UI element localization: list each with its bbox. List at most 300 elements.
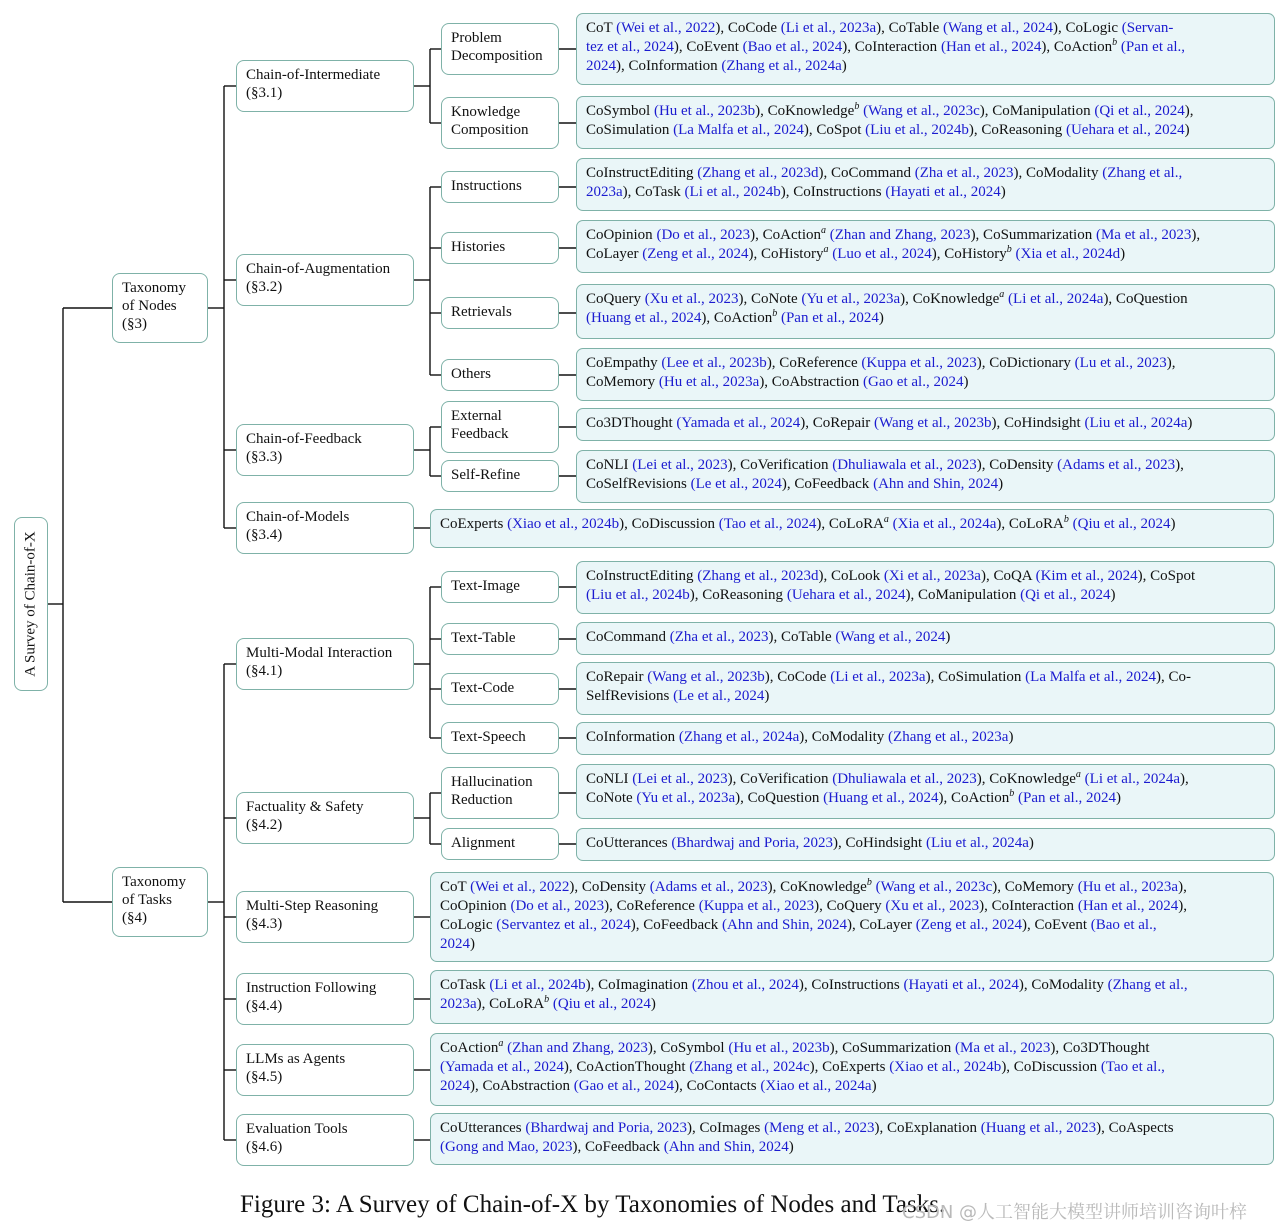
citation-link[interactable]: Xu et al., 2023 (649, 291, 739, 307)
method-text: ), CoEvent (673, 39, 743, 55)
citation-link[interactable]: ( (632, 457, 638, 473)
citation-link[interactable]: ( (1035, 568, 1041, 584)
citation-link[interactable]: Hayati et al., 2024 (890, 184, 1001, 200)
method-text: ), CoAction (701, 310, 773, 326)
citation-link[interactable]: ( (691, 977, 697, 993)
citation-link[interactable]: La Malfa et al., 2024 (1030, 669, 1156, 685)
leaf-text-code (576, 662, 1275, 715)
citation-link[interactable]: ( (883, 568, 889, 584)
citation-link[interactable]: ( (1080, 771, 1090, 787)
citation-link[interactable]: ( (689, 1059, 695, 1075)
citation-link[interactable]: ( (859, 103, 869, 119)
citation-link[interactable]: Huang et al., 2024 (591, 310, 702, 326)
category-chain-of-intermediate (236, 60, 414, 112)
citation-link[interactable]: ( (980, 1120, 986, 1136)
subcategory-external-feedback (441, 401, 559, 453)
method-text: ), CoInteraction (979, 898, 1078, 914)
citation-link[interactable]: La Malfa et al., 2024 (678, 122, 804, 138)
method-text: CoMemory (586, 374, 659, 390)
subcategory-self-refine (441, 460, 559, 492)
citation-link[interactable]: Ahn and Shin, 2024 (727, 917, 848, 933)
subcategory-instructions-text: Instructions (451, 178, 522, 194)
citation-link[interactable]: Servantez et al., 2024 (501, 917, 631, 933)
citation-link[interactable]: Li et al., 2023a (785, 20, 877, 36)
citation-link[interactable]: Lei et al., 2023 (637, 771, 728, 787)
citation-link[interactable]: ( (673, 122, 679, 138)
method-text: ), CoQuestion (735, 790, 824, 806)
subcategory-others-text: Others (451, 366, 491, 382)
category-chain-of-models-text: Chain-of-Models (246, 509, 350, 525)
method-text: CoEmpathy (586, 355, 662, 371)
citation-link[interactable]: ( (780, 20, 786, 36)
citation-link[interactable]: ( (1057, 457, 1063, 473)
variant-superscript: b (1063, 514, 1069, 525)
taxonomy-of-tasks-box-text: of Tasks (122, 892, 172, 908)
citation-link[interactable]: Liu et al., 2024a (1089, 415, 1188, 431)
citation-link[interactable]: Wang et al., 2023b (879, 415, 992, 431)
citation-link[interactable]: ( (1117, 39, 1126, 55)
category-chain-of-intermediate-text: Chain-of-Intermediate (246, 67, 381, 83)
citation-link[interactable]: ( (826, 227, 835, 243)
citation-link[interactable]: Hu et al., 2023a (663, 374, 760, 390)
citation-link[interactable]: ( (632, 771, 638, 787)
citation-link[interactable]: ( (697, 568, 703, 584)
citation-link[interactable]: ( (1004, 291, 1014, 307)
citation-link[interactable]: Zha et al., 2023 (674, 629, 769, 645)
citation-link[interactable]: Xiao et al., 2024b (512, 516, 620, 532)
citation-link[interactable]: ( (760, 1078, 766, 1094)
citation-link[interactable]: ( (1077, 898, 1083, 914)
citation-link[interactable]: ( (865, 122, 871, 138)
citation-link[interactable]: ( (690, 476, 696, 492)
subcategory-hallucination-reduction (441, 767, 559, 819)
citation-link[interactable]: ( (697, 165, 703, 181)
citation-link[interactable]: ( (684, 184, 690, 200)
citation-link[interactable]: ( (786, 587, 792, 603)
entry-line (586, 38, 1265, 57)
citation-link[interactable]: ( (549, 996, 558, 1012)
leaf-self-refine (576, 450, 1275, 503)
citation-link[interactable]: ( (888, 516, 898, 532)
citation-link[interactable]: Tao et al., 2024 (723, 516, 817, 532)
method-text: ), (1178, 898, 1187, 914)
citation-link[interactable]: Li et al., 2024b (689, 184, 781, 200)
citation-link[interactable]: ( (885, 184, 891, 200)
citation-link[interactable]: Pan et al., 2024 (1023, 790, 1116, 806)
method-text: CoOpinion (440, 898, 511, 914)
citation-link[interactable]: ( (914, 165, 920, 181)
citation-link[interactable]: ( (777, 310, 786, 326)
citation-link[interactable]: Zhang et al., 2024a (683, 729, 800, 745)
citation-link[interactable]: ( (874, 415, 880, 431)
citation-link[interactable]: ( (889, 1059, 895, 1075)
citation-link[interactable]: Dhuliawala et al., 2023 (837, 457, 977, 473)
citation-link[interactable]: ( (1077, 879, 1083, 895)
citation-link[interactable]: ( (440, 1139, 445, 1155)
citation-link[interactable]: ( (828, 246, 838, 262)
citation-link[interactable]: ( (496, 917, 502, 933)
method-text: ), CoImages (687, 1120, 765, 1136)
citation-link[interactable]: ( (823, 790, 829, 806)
citation-link[interactable]: ( (764, 1120, 770, 1136)
leaf-text-image (576, 561, 1275, 614)
citation-link[interactable]: ( (1025, 669, 1031, 685)
method-text: ), CoReasoning (968, 122, 1066, 138)
citation-link[interactable]: 2023a (440, 996, 477, 1012)
citation-link[interactable]: Zeng et al., 2024 (920, 917, 1022, 933)
subcategory-text-image (441, 571, 559, 603)
citation-link[interactable]: ( (954, 1040, 960, 1056)
citation-link[interactable]: Zhang et al., 2024c (694, 1059, 810, 1075)
citation-link[interactable]: Liu et al., 2024a (930, 835, 1029, 851)
entry-line (440, 916, 1264, 935)
citation-link[interactable]: Wang et al., 2024 (948, 20, 1054, 36)
citation-link[interactable]: Qiu et al., 2024 (1077, 516, 1171, 532)
citation-link[interactable]: ( (801, 291, 807, 307)
citation-link[interactable]: Xiao et al., 2024a (765, 1078, 872, 1094)
citation-link[interactable]: ( (943, 20, 949, 36)
citation-link[interactable]: ( (832, 457, 838, 473)
citation-link[interactable]: Bao et al., 2024 (747, 39, 843, 55)
citation-link[interactable]: Li et al., 2024a (1089, 771, 1181, 787)
entry-line (586, 290, 1265, 309)
citation-link[interactable]: Lee et al., 2023b (666, 355, 767, 371)
category-multi-modal-interaction-text: (§4.1) (246, 663, 283, 679)
method-text: ), CoImagination (585, 977, 692, 993)
citation-link[interactable]: Gong and Mao, 2023 (445, 1139, 573, 1155)
method-text: CoExperts (440, 516, 508, 532)
citation-link[interactable]: Wang et al., 2023c (880, 879, 993, 895)
entry-line (586, 183, 1265, 202)
method-text: ) (871, 1078, 877, 1094)
citation-link[interactable]: Zeng et al., 2024 (647, 246, 749, 262)
citation-link[interactable]: ( (1014, 790, 1024, 806)
method-text: ), CoSummarization (970, 227, 1096, 243)
citation-link[interactable]: Hu et al., 2023b (733, 1040, 830, 1056)
citation-link[interactable]: Bhardwaj and Poria, 2023 (676, 835, 834, 851)
citation-link[interactable]: ( (861, 355, 867, 371)
citation-link[interactable]: Qi et al., 2024 (1025, 587, 1111, 603)
citation-link[interactable]: Zhang et al., 2023d (702, 568, 819, 584)
variant-superscript: a (823, 244, 829, 255)
citation-link[interactable]: 2024 (440, 1078, 470, 1094)
citation-link[interactable]: Ma et al., 2023 (959, 1040, 1051, 1056)
citation-link[interactable]: Qiu et al., 2024 (557, 996, 651, 1012)
citation-link[interactable]: ( (671, 835, 677, 851)
citation-link[interactable]: ( (1102, 165, 1108, 181)
citation-link[interactable]: Le et al., 2024 (678, 688, 765, 704)
citation-link[interactable]: Bao et al., (1095, 917, 1157, 933)
category-chain-of-feedback (236, 424, 414, 476)
citation-link[interactable]: ( (830, 669, 836, 685)
citation-link[interactable]: Xi et al., 2023a (888, 568, 981, 584)
citation-link[interactable]: ( (649, 879, 655, 895)
citation-link[interactable]: Zhan and Zhang, 2023 (834, 227, 971, 243)
citation-link[interactable]: ( (728, 1040, 734, 1056)
citation-link[interactable]: Liu et al., 2024b (591, 587, 690, 603)
watermark: CSDN @人工智能大模型讲师培训咨询叶梓 (902, 1202, 1248, 1223)
citation-link[interactable]: Li et al., 2024b (494, 977, 586, 993)
citation-link[interactable]: Gao et al., 2024 (868, 374, 964, 390)
entry-line (440, 1077, 1264, 1096)
citation-link[interactable]: ( (1020, 587, 1026, 603)
citation-link[interactable]: ( (1095, 227, 1101, 243)
citation-link[interactable]: Meng et al., 2023 (769, 1120, 875, 1136)
citation-link[interactable]: Yamada et al., 2024 (445, 1059, 564, 1075)
citation-link[interactable]: ( (1094, 103, 1100, 119)
subcategory-problem-decomposition (441, 23, 559, 75)
citation-link[interactable]: Xia et al., 2024a (897, 516, 997, 532)
citation-link[interactable]: Wang et al., 2023b (652, 669, 765, 685)
citation-link[interactable]: ( (644, 291, 650, 307)
citation-link[interactable]: ( (669, 629, 675, 645)
method-text: ) (764, 688, 770, 704)
citation-link[interactable]: Yu et al., 2023a (806, 291, 901, 307)
leaf-chain-of-models (430, 509, 1274, 548)
citation-link[interactable]: ( (573, 1078, 579, 1094)
citation-link[interactable]: Lu et al., 2023 (1079, 355, 1167, 371)
category-instruction-following (236, 973, 414, 1025)
taxonomy-of-nodes-box-text: (§3) (122, 316, 147, 332)
citation-link[interactable]: Do et al., 2023 (661, 227, 751, 243)
citation-link[interactable]: Luo et al., 2024 (837, 246, 932, 262)
citation-link[interactable]: ( (661, 355, 667, 371)
method-text: ) (1115, 790, 1121, 806)
citation-link[interactable]: ( (503, 1040, 513, 1056)
citation-link[interactable]: Xia et al., 2024d (1020, 246, 1121, 262)
citation-link[interactable]: ( (873, 476, 879, 492)
citation-link[interactable]: ( (885, 898, 891, 914)
citation-link[interactable]: Ahn and Shin, 2024 (668, 1139, 789, 1155)
citation-link[interactable]: ( (525, 1120, 531, 1136)
category-multi-modal-interaction-text: Multi-Modal Interaction (246, 645, 393, 661)
citation-link[interactable]: Han et al., 2024 (1082, 898, 1179, 914)
citation-link[interactable]: Dhuliawala et al., 2023 (837, 771, 977, 787)
citation-link[interactable]: 2024 (586, 58, 616, 74)
citation-link[interactable]: ( (507, 516, 513, 532)
method-text: ), CoHistory (748, 246, 824, 262)
citation-link[interactable]: ( (647, 669, 653, 685)
method-text: ), CoFeedback (630, 917, 723, 933)
method-text: ) (1008, 729, 1014, 745)
method-text: ), CoVerification (727, 771, 833, 787)
citation-link[interactable]: ( (835, 629, 841, 645)
method-text: ), CoAspects (1096, 1120, 1174, 1136)
citation-link[interactable]: Hu et al., 2023b (658, 103, 756, 119)
citation-link[interactable]: ( (510, 898, 516, 914)
citation-link[interactable]: ( (673, 688, 679, 704)
citation-link[interactable]: Zhang et al., 2023a (893, 729, 1009, 745)
citation-link[interactable]: Gao et al., 2024 (578, 1078, 675, 1094)
citation-link[interactable]: Zhang et al., (1112, 977, 1188, 993)
citation-link[interactable]: Wang et al., 2024 (840, 629, 946, 645)
method-text: ), CoLoRA (996, 516, 1064, 532)
leaf-others (576, 348, 1275, 401)
leaf-knowledge-composition (576, 96, 1275, 149)
citation-link[interactable]: ( (636, 790, 642, 806)
method-text: ), CoSpot (1137, 568, 1196, 584)
entry-line (586, 373, 1265, 392)
subcategory-self-refine-text: Self-Refine (451, 467, 521, 483)
method-text: ), (1166, 355, 1176, 371)
citation-link[interactable]: ( (1090, 917, 1096, 933)
citation-link[interactable]: Ma et al., 2023 (1100, 227, 1192, 243)
method-text: CoNote (586, 790, 637, 806)
method-text: ), CoHindsight (991, 415, 1085, 431)
method-text: ), CoLogic (1053, 20, 1122, 36)
citation-link[interactable]: ( (586, 587, 591, 603)
citation-link[interactable]: Lei et al., 2023 (637, 457, 728, 473)
subcategory-instructions (441, 171, 559, 203)
citation-link[interactable]: Zhang et al., 2024a (726, 58, 842, 74)
citation-link[interactable]: Hayati et al., 2024 (908, 977, 1019, 993)
citation-link[interactable]: Zhang et al., (1107, 165, 1183, 181)
variant-superscript: b (1112, 37, 1118, 48)
method-text: ) (1187, 415, 1193, 431)
citation-link[interactable]: Huang et al., 2024 (828, 790, 939, 806)
citation-link[interactable]: Uehara et al., 2024 (1070, 122, 1185, 138)
citation-link[interactable]: Tao et al., (1105, 1059, 1165, 1075)
citation-link[interactable]: ( (903, 977, 909, 993)
citation-link[interactable]: ( (1084, 415, 1090, 431)
method-text: CoTask (440, 977, 490, 993)
citation-link[interactable]: ( (676, 415, 682, 431)
subcategory-text-speech-text: Text-Speech (451, 729, 526, 745)
citation-link[interactable]: Huang et al., 2023 (985, 1120, 1097, 1136)
subcategory-histories (441, 232, 559, 264)
citation-link[interactable]: ( (721, 58, 727, 74)
citation-link[interactable]: ( (1100, 1059, 1106, 1075)
variant-superscript: b (1009, 788, 1015, 799)
citation-link[interactable]: Wang et al., 2023c (868, 103, 980, 119)
method-text: ), CoTask (622, 184, 685, 200)
citation-link[interactable]: Zhou et al., 2024 (696, 977, 799, 993)
citation-link[interactable]: ( (1074, 355, 1080, 371)
citation-link[interactable]: Li et al., 2024a (1013, 291, 1104, 307)
citation-link[interactable]: Liu et al., 2024b (870, 122, 969, 138)
citation-link[interactable]: Adams et al., 2023 (654, 879, 768, 895)
entry-line (440, 976, 1264, 995)
citation-link[interactable]: ( (888, 729, 894, 745)
citation-link[interactable]: Qi et al., 2024 (1099, 103, 1185, 119)
citation-link[interactable]: Pan et al., (1125, 39, 1186, 55)
method-text: ) (998, 476, 1004, 492)
citation-link[interactable]: ( (742, 39, 748, 55)
citation-link[interactable]: Li et al., 2023a (835, 669, 926, 685)
citation-link[interactable]: ( (915, 917, 921, 933)
citation-link[interactable]: Uehara et al., 2024 (791, 587, 906, 603)
citation-link[interactable]: Yamada et al., 2024 (681, 415, 801, 431)
method-text: ), CoQuery (814, 898, 886, 914)
citation-link[interactable]: ( (1011, 246, 1021, 262)
method-text: ) (650, 996, 656, 1012)
method-text: ), CoManipulation (979, 103, 1095, 119)
leaf-evaluation-tools (430, 1113, 1274, 1165)
method-text: ), CoReference (604, 898, 699, 914)
citation-link[interactable]: Kuppa et al., 2023 (703, 898, 815, 914)
taxonomy-of-nodes-box-text: Taxonomy (122, 280, 186, 296)
citation-link[interactable]: ( (722, 917, 728, 933)
citation-link[interactable]: ( (925, 835, 931, 851)
citation-link[interactable]: ( (940, 39, 946, 55)
entry-line (440, 878, 1264, 897)
method-text: ) (470, 936, 475, 952)
citation-link[interactable]: ( (658, 374, 664, 390)
citation-link[interactable]: ( (832, 771, 838, 787)
citation-link[interactable]: Xu et al., 2023 (890, 898, 980, 914)
citation-link[interactable]: Xiao et al., 2024b (894, 1059, 1002, 1075)
method-text: ), CoAbstraction (470, 1078, 574, 1094)
citation-link[interactable]: ( (489, 977, 495, 993)
leaf-histories (576, 220, 1275, 273)
citation-link[interactable]: Han et al., 2024 (945, 39, 1042, 55)
citation-link[interactable]: ( (616, 20, 622, 36)
citation-link[interactable]: Wei et al., 2022 (621, 20, 716, 36)
subcategory-text-code-text: Text-Code (451, 680, 515, 696)
citation-link[interactable]: Yu et al., 2023a (641, 790, 736, 806)
citation-link[interactable]: Bhardwaj and Poria, 2023 (530, 1120, 688, 1136)
entry-line (440, 995, 1264, 1014)
citation-link[interactable]: ( (653, 103, 659, 119)
citation-link[interactable]: 2024 (440, 936, 470, 952)
citation-link[interactable]: ( (663, 1139, 669, 1155)
citation-link[interactable]: Adams et al., 2023 (1062, 457, 1176, 473)
citation-link[interactable]: Le et al., 2024 (695, 476, 782, 492)
entry-line (586, 57, 1265, 76)
citation-link[interactable]: ( (863, 374, 869, 390)
subcategory-external-feedback-text: Feedback (451, 426, 509, 442)
citation-link[interactable]: Pan et al., 2024 (785, 310, 879, 326)
citation-link[interactable]: ( (440, 1059, 445, 1075)
citation-link[interactable]: Kuppa et al., 2023 (866, 355, 977, 371)
citation-link[interactable]: Wei et al., 2022 (475, 879, 570, 895)
citation-link[interactable]: Zhan and Zhang, 2023 (512, 1040, 648, 1056)
citation-link[interactable]: ( (642, 246, 648, 262)
citation-link[interactable]: ( (698, 898, 704, 914)
citation-link[interactable]: Do et al., 2023 (515, 898, 605, 914)
leaf-hallucination-reduction (576, 764, 1275, 819)
citation-link[interactable]: 2023a (586, 184, 623, 200)
citation-link[interactable]: tez et al., 2024 (586, 39, 674, 55)
method-text: ) (945, 629, 951, 645)
citation-link[interactable]: ( (656, 227, 662, 243)
method-text: CoOpinion (586, 227, 657, 243)
citation-link[interactable]: Ahn and Shin, 2024 (878, 476, 999, 492)
citation-link[interactable]: ( (718, 516, 724, 532)
citation-link[interactable]: Hu et al., 2023a (1082, 879, 1179, 895)
citation-link[interactable]: ( (470, 879, 476, 895)
citation-link[interactable]: ( (1121, 20, 1127, 36)
method-text: ), Co3DThought (1050, 1040, 1150, 1056)
citation-link[interactable]: Zhang et al., 2023d (702, 165, 819, 181)
citation-link[interactable]: ( (1107, 977, 1113, 993)
taxonomy-of-tasks-box-text: Taxonomy (122, 874, 186, 890)
citation-link[interactable]: ( (678, 729, 684, 745)
citation-link[interactable]: Servan- (1126, 20, 1174, 36)
entry-line (586, 728, 1265, 747)
citation-link[interactable]: ( (1068, 516, 1078, 532)
citation-link[interactable]: Zha et al., 2023 (919, 165, 1014, 181)
category-llms-as-agents-text: (§4.5) (246, 1069, 283, 1085)
citation-link[interactable]: ( (586, 310, 591, 326)
citation-link[interactable]: Kim et al., 2024 (1040, 568, 1138, 584)
method-text: CoInstructEditing (586, 165, 698, 181)
category-chain-of-intermediate-text: (§3.1) (246, 85, 283, 101)
method-text: ) (1028, 835, 1034, 851)
citation-link[interactable]: ( (1065, 122, 1071, 138)
citation-link[interactable]: ( (871, 879, 881, 895)
method-text: ), CoModality (799, 729, 889, 745)
